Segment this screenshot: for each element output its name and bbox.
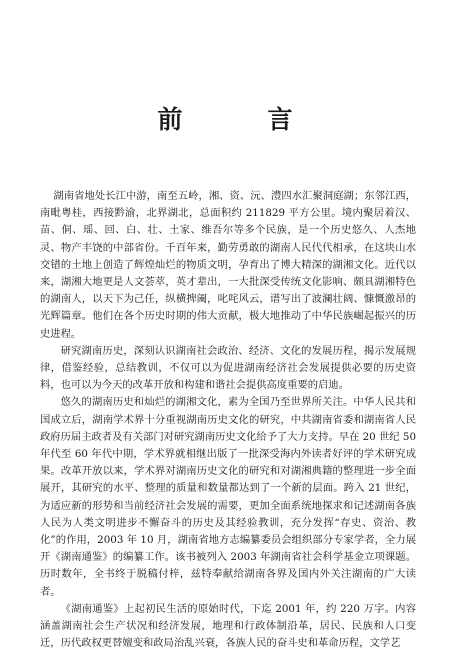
- paragraph-4: 《湖南通鉴》上起初民生活的原始时代，下迄 2001 年，约 220 万字。内容涵盖湖南社会生产状况和经济发展，地理和行政体制沿革，居民、民族和人口变迁，历代政权更替嬗变和政局治乱兴衰，各族人民的奋斗史和革命历程，文学艺: [40, 602, 416, 650]
- preface-body: [40, 188, 416, 652]
- paragraph-3: 悠久的湖南历史和灿烂的湖湘文化，素为全国乃至世界所关注。中华人民共和国成立后，湖南学术界十分重视湖南历史文化的研究，中共湖南省委和湖南省人民政府历届主政者及有关部门对研究湖南历史文化给予了大力支持。早在 20 世纪 50 年代至 60 年代中期，学术界就相继出版了一批深受海内外读者好评的学术研究成果。改革开放以来，学术界对湖南历史文化的研究和对湖湘典籍的整理进一步全面展开，其研究的水平、整理的质量和数量都达到了一个新的层面。跨入 21 世纪，为适应新的形势和当前经济社会发展的需要，更加全面系统地探求和记述湖南各族人民为人类文明进步不懈奋斗的历史及其经验教训，充分发挥“存史、资治、教化”的作用，2003 年 10 月，湖南省地方志编纂委员会组织部分专家学者，全力展开《湖南通鉴》的编纂工作。该书被列入 2003 年湖南省社会科学基金立项课题。历时数年，全书终于脱稿付梓，兹特奉献给湖南各界及国内外关注湖南的广大读者。: [40, 396, 416, 598]
- page-title: 前 言: [157, 105, 323, 134]
- paragraph-2: 研究湖南历史，深刻认识湖南社会政治、经济、文化的发展历程，揭示发展规律，借鉴经验，总结教训，不仅可以为促进湖南经济社会发展提供必要的历史资料，也可以为今天的改革开放和构建和谐社会提供高度重要的启迪。: [40, 344, 416, 392]
- paragraph-1: 湖南省地处长江中游，南至五岭，湘、资、沅、澧四水汇聚洞庭湖；东邻江西，南毗粤桂，西接黔渝，北界湖北，总面积约 211829 平方公里。境内聚居着汉、苗、侗、瑶、回、白、壮、土家、维吾尔等多个民族，是一个历史悠久、人杰地灵、物产丰饶的中部省份。千百年来，勤劳勇敢的湖南人民代代相承，在这块山水交错的土地上创造了辉煌灿烂的物质文明，孕育出了博大精深的湖湘文化。近代以来，湖湘大地更是人文荟萃，英才辈出，一大批深受传统文化影响、颇具湖湘特色的湖南人，以天下为己任，纵横捭阖，叱咤风云，谱写出了波澜壮阔、慷慨激昂的光辉篇章。他们在各个历史时期的伟大贡献，极大地推动了中华民族崛起振兴的历史进程。: [40, 190, 416, 340]
